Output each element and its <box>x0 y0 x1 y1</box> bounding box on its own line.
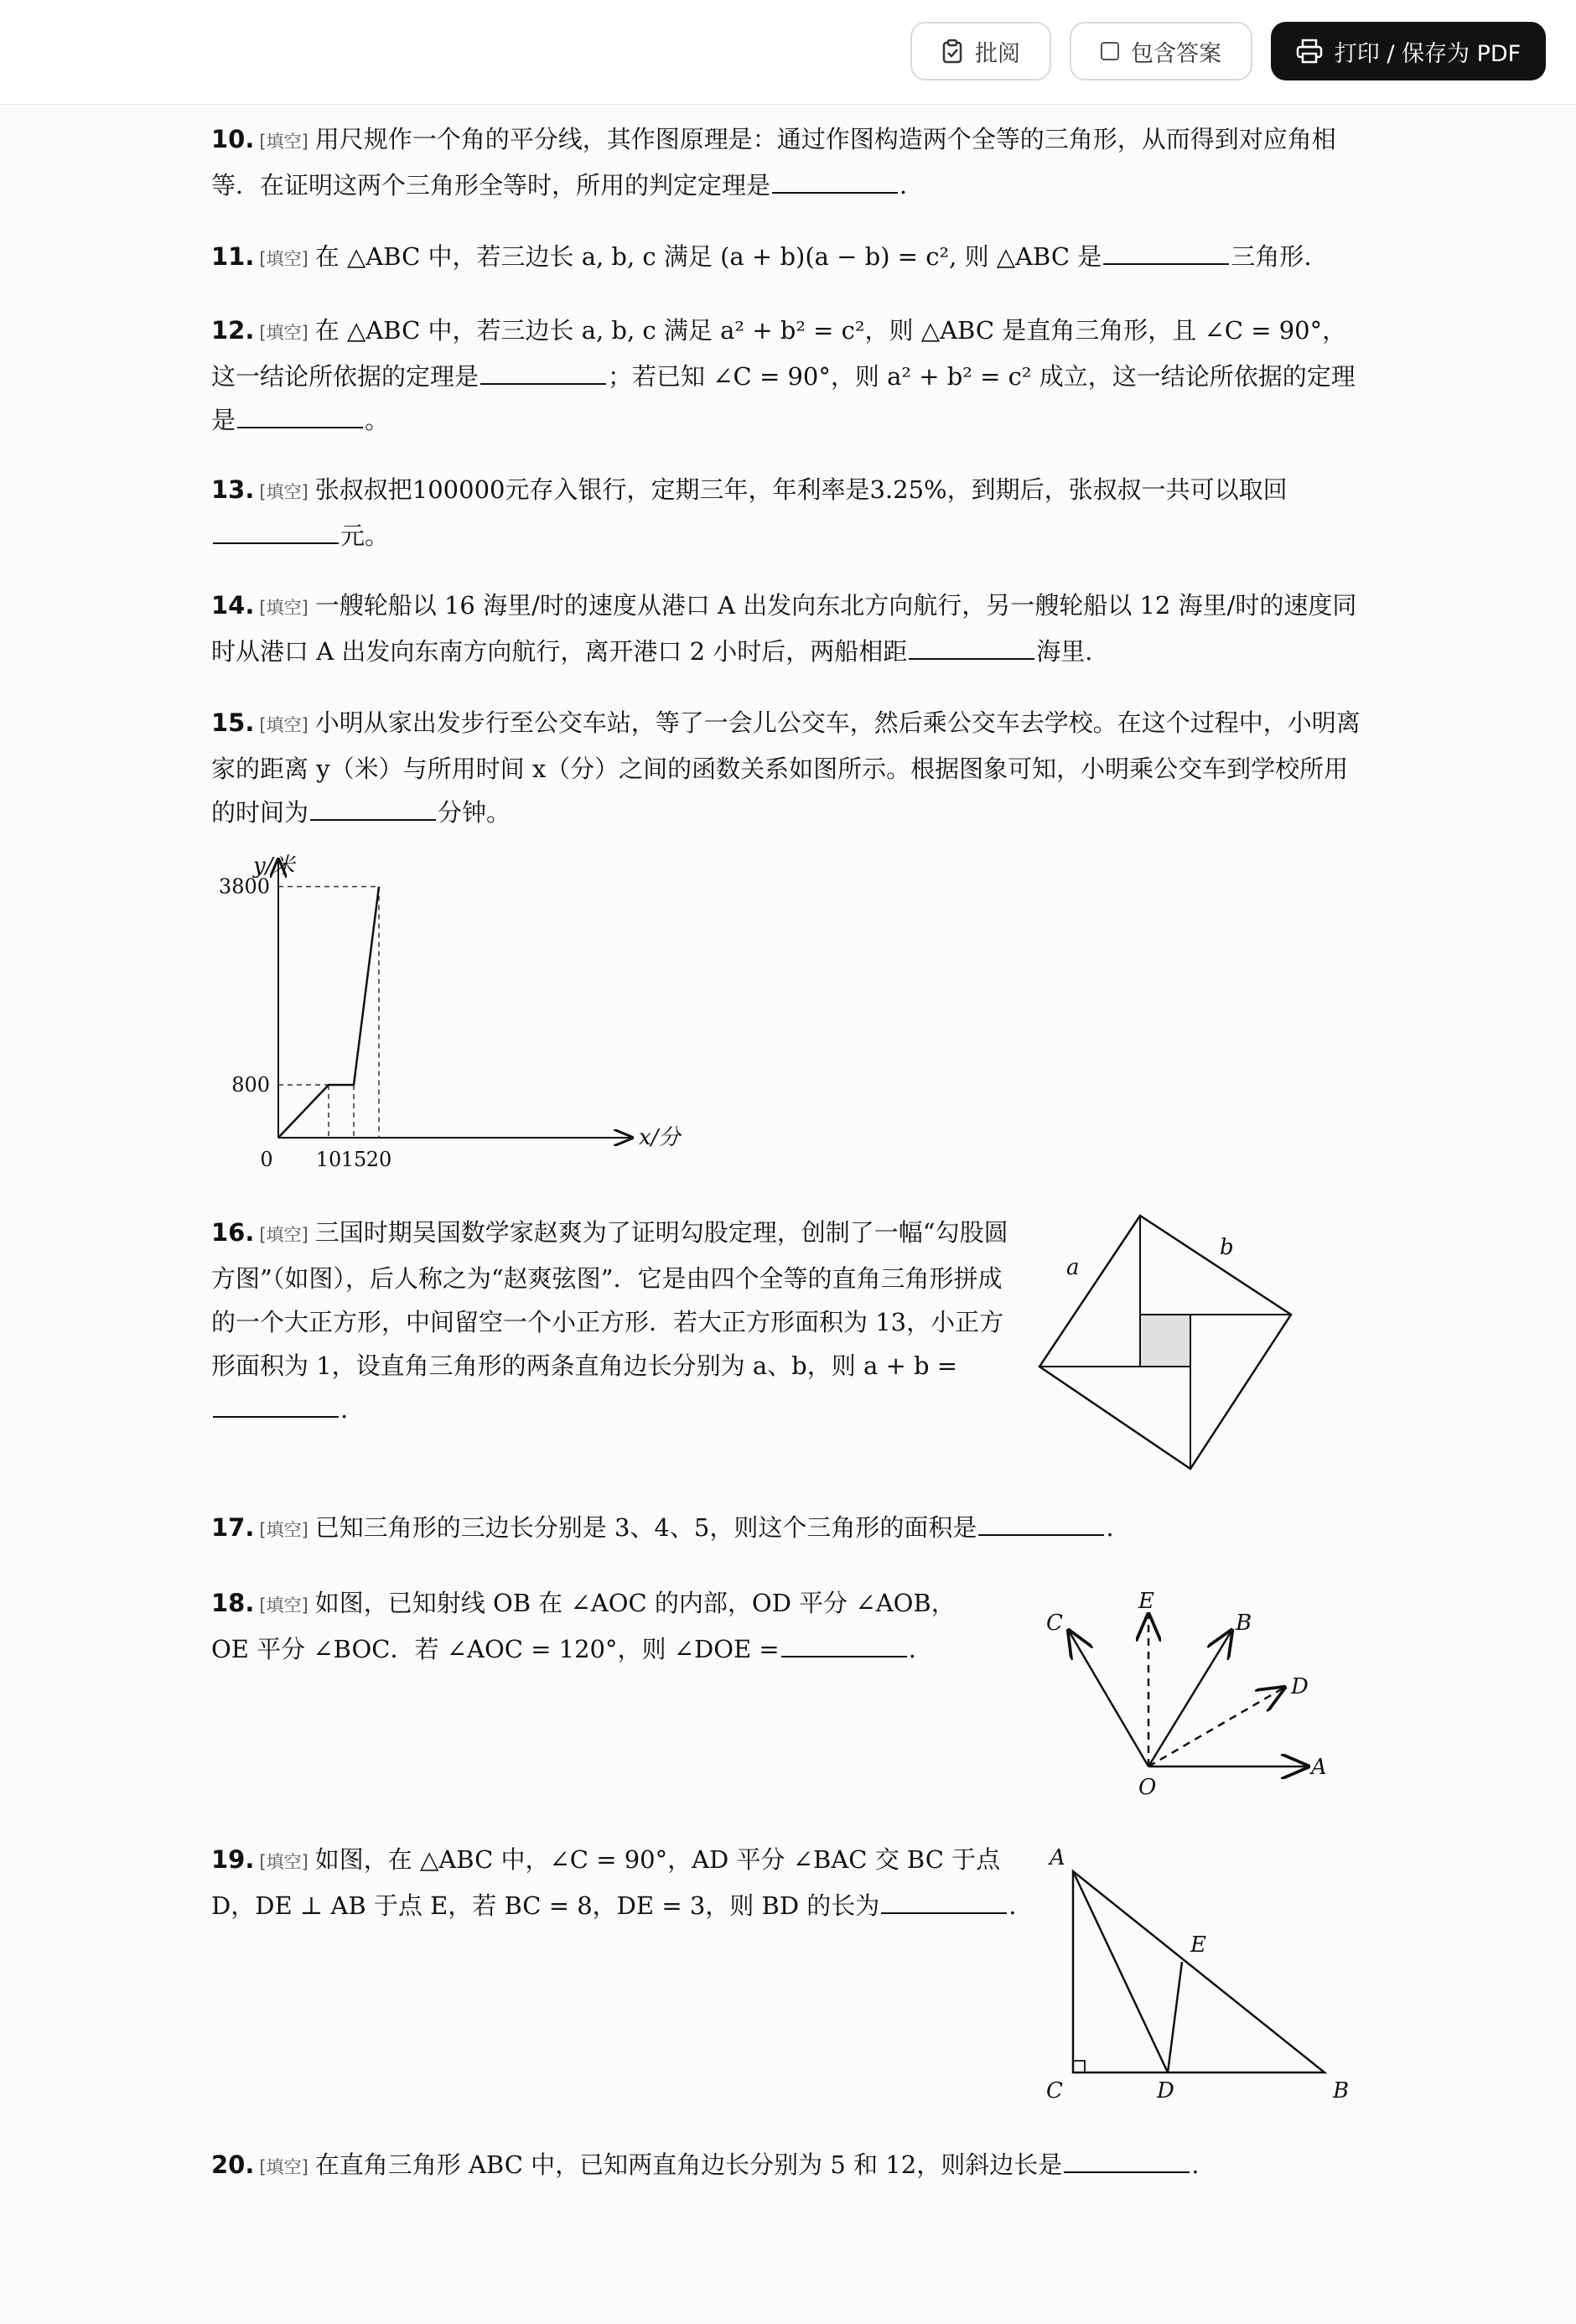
answer-blank <box>909 633 1034 660</box>
question-text-end: 元。 <box>340 521 390 550</box>
question-12 <box>211 309 1368 442</box>
question-text: 在直角三角形 ABC 中，已知两直角边长分别为 5 和 12，则斜边长是 <box>314 2150 1063 2179</box>
small-square <box>1140 1315 1190 1367</box>
label-b: b <box>1220 1235 1234 1260</box>
question-15 <box>211 701 1368 834</box>
toolbar <box>0 0 1576 105</box>
print-label: 打印 / 保存为 PDF <box>1334 40 1522 67</box>
question-17 <box>211 1506 1368 1552</box>
question-text-end: . <box>908 1635 916 1663</box>
question-10 <box>211 117 1368 207</box>
question-type-tag: [填空] <box>259 2157 308 2177</box>
review-button[interactable] <box>910 22 1051 80</box>
x-axis-label: x/分 <box>639 1125 681 1150</box>
question-text-end: . <box>1191 2150 1200 2179</box>
answer-blank <box>978 1509 1104 1536</box>
question-text-end: 海里. <box>1036 637 1093 666</box>
question-text: 已知三角形的三边长分别是 3、4、5，则这个三角形的面积是 <box>314 1513 977 1542</box>
y-axis-label: y/米 <box>253 853 295 879</box>
label-E: E <box>1190 1932 1206 1958</box>
question-text-end: . <box>340 1395 349 1424</box>
right-angle-mark <box>1073 2061 1085 2072</box>
question-number: 17. <box>211 1513 255 1542</box>
question-number: 20. <box>211 2150 255 2179</box>
x-tick-label: 20 <box>365 1148 392 1171</box>
review-label: 批阅 <box>975 40 1020 67</box>
question-type-tag: [填空] <box>259 598 308 618</box>
label-A: A <box>1311 1755 1327 1780</box>
label-D: D <box>1157 2078 1174 2104</box>
question-20 <box>211 2143 1368 2189</box>
label-B: B <box>1333 2078 1350 2104</box>
answer-blank <box>1064 2146 1190 2173</box>
ray-OD <box>1148 1689 1283 1766</box>
clipboard-check-icon <box>941 39 963 64</box>
label-O: O <box>1138 1775 1157 1800</box>
question-number: 10. <box>211 125 255 153</box>
include-answers-label: 包含答案 <box>1131 40 1221 67</box>
printer-icon <box>1296 39 1323 64</box>
ray-OC <box>1070 1632 1148 1766</box>
answer-blank <box>213 517 339 544</box>
question-14 <box>211 584 1368 673</box>
question-text: 在 △ABC 中，若三边长 a, b, c 满足 (a + b)(a − b) = c², 则 △ABC 是 <box>314 242 1102 271</box>
label-D: D <box>1291 1674 1309 1699</box>
triangle-ABC <box>1073 1871 1325 2072</box>
question-number: 11. <box>211 242 255 271</box>
question-text-end: 。 <box>365 406 390 434</box>
ray-OB <box>1148 1632 1231 1766</box>
answer-blank <box>213 1391 339 1418</box>
question-16 <box>211 1211 1016 1431</box>
distance-time-chart <box>211 843 697 1186</box>
x-tick-label: 0 <box>260 1148 273 1171</box>
question-text: 如图，已知射线 OB 在 ∠AOC 的内部，OD 平分 ∠AOB，OE 平分 ∠BOC．若 ∠AOC = 120°，则 ∠DOE = <box>211 1589 956 1663</box>
right-triangle-diagram <box>1039 1836 1358 2113</box>
question-number: 12. <box>211 316 255 345</box>
answer-blank <box>772 167 898 194</box>
question-type-tag: [填空] <box>259 323 308 343</box>
label-A: A <box>1050 1845 1065 1870</box>
y-tick-label: 800 <box>231 1072 270 1097</box>
question-type-tag: [填空] <box>259 482 308 502</box>
x-tick-label: 10 <box>315 1148 342 1171</box>
label-C: C <box>1046 2078 1063 2104</box>
checkbox-icon[interactable] <box>1101 42 1119 60</box>
angle-bisector-diagram <box>1031 1585 1350 1803</box>
answer-blank <box>781 1631 907 1657</box>
question-text: 一艘轮船以 16 海里/时的速度从港口 A 出发向东北方向航行，另一艘轮船以 12 海里/时的速度同时从港口 A 出发向东南方向航行，离开港口 2 小时后，两船相距 <box>211 591 1357 666</box>
question-19 <box>211 1838 1021 1927</box>
question-type-tag: [填空] <box>259 1595 308 1616</box>
label-E: E <box>1138 1589 1154 1614</box>
question-type-tag: [填空] <box>259 715 308 735</box>
question-text: 三国时期吴国数学家赵爽为了证明勾股定理，创制了一幅“勾股圆方图”（如图），后人称之为“赵爽弦图”．它是由四个全等的直角三角形拼成的一个大正方形，中间留空一个小正方形．若大正方形面积为 13，小正方形面积为 1，设直角三角形的两条直角边长分别为 a、b，则 a + b = <box>211 1218 1008 1380</box>
question-text: 张叔叔把100000元存入银行，定期三年，年利率是3.25%，到期后，张叔叔一共可以取回 <box>314 475 1288 504</box>
question-text-end: ． <box>899 171 925 200</box>
question-number: 19. <box>211 1845 255 1874</box>
label-B: B <box>1236 1611 1252 1636</box>
label-a: a <box>1066 1255 1080 1280</box>
question-type-tag: [填空] <box>259 1852 308 1872</box>
answer-blank <box>310 794 436 821</box>
series-line <box>278 887 379 1138</box>
question-type-tag: [填空] <box>259 132 308 152</box>
segment-DE <box>1168 1962 1182 2072</box>
question-text-end: 三角形. <box>1231 242 1312 271</box>
question-number: 15. <box>211 708 255 737</box>
answer-blank <box>881 1887 1007 1914</box>
answer-blank <box>237 402 363 428</box>
zhao-shuang-diagram <box>1031 1207 1308 1476</box>
question-type-tag: [填空] <box>259 249 308 269</box>
question-number: 14. <box>211 591 255 620</box>
question-13 <box>211 468 1368 558</box>
question-11 <box>211 235 1368 281</box>
print-pdf-button[interactable] <box>1271 22 1546 80</box>
segment-AD <box>1073 1871 1168 2072</box>
question-text-mid: ；若已知 ∠C = 90°，则 a² + b² = c² 成立，这一结论所依据的定理是 <box>211 362 1356 434</box>
question-text: 如图，在 △ABC 中，∠C = 90°，AD 平分 ∠BAC 交 BC 于点 D，DE ⊥ AB 于点 E，若 BC = 8，DE = 3，则 BD 的长为 <box>211 1845 1001 1920</box>
question-number: 13. <box>211 475 255 504</box>
question-text-end: . <box>1008 1891 1017 1920</box>
include-answers-toggle[interactable] <box>1070 22 1252 80</box>
question-18 <box>211 1581 991 1671</box>
question-text-end: . <box>1106 1513 1114 1542</box>
label-C: C <box>1046 1611 1063 1636</box>
question-number: 16. <box>211 1218 255 1247</box>
y-tick-label: 3800 <box>218 874 270 899</box>
question-type-tag: [填空] <box>259 1520 308 1540</box>
question-text: 小明从家出发步行至公交车站，等了一会儿公交车，然后乘公交车去学校。在这个过程中，小明离家的距离 y（米）与所用时间 x（分）之间的函数关系如图所示。根据图象可知，小明乘公交车到学校所用的时间为 <box>211 708 1361 827</box>
question-number: 18. <box>211 1589 255 1617</box>
answer-blank <box>1103 238 1229 265</box>
question-text: 用尺规作一个角的平分线，其作图原理是：通过作图构造两个全等的三角形，从而得到对应角相等．在证明这两个三角形全等时，所用的判定定理是 <box>211 125 1336 200</box>
question-text-end: 分钟。 <box>438 798 511 827</box>
tick-labels <box>219 875 391 1171</box>
answer-blank <box>480 358 606 385</box>
question-type-tag: [填空] <box>259 1225 308 1245</box>
x-tick-label: 15 <box>340 1148 367 1171</box>
question-text: 在 △ABC 中，若三边长 a, b, c 满足 a² + b² = c²，则 △ABC 是直角三角形，且 ∠C = 90°，这一结论所依据的定理是 <box>211 316 1347 391</box>
